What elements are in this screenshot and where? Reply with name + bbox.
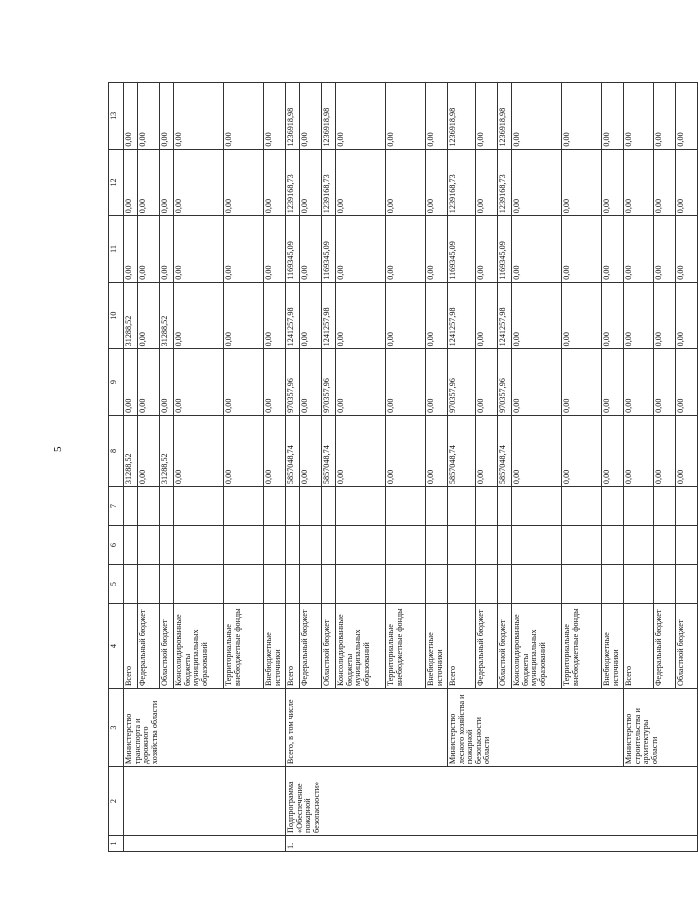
amount-cell: 0,00 bbox=[512, 349, 562, 416]
amount-cell: 0,00 bbox=[562, 83, 602, 150]
column-number: 13 bbox=[109, 83, 124, 150]
amount-cell: 0,00 bbox=[174, 282, 224, 349]
merged-cell-c3: Министерство строительства и архитектуры области bbox=[624, 689, 698, 767]
column-number: 1 bbox=[109, 835, 124, 851]
funding-source: Всего bbox=[124, 604, 138, 689]
empty-cell bbox=[602, 526, 624, 565]
empty-cell bbox=[322, 487, 336, 526]
empty-cell bbox=[448, 565, 476, 604]
rotated-table-wrapper bbox=[108, 82, 685, 852]
amount-cell: 0,00 bbox=[386, 349, 426, 416]
amount-cell: 0,00 bbox=[624, 282, 654, 349]
funding-source: Внебюджетные источники bbox=[426, 604, 448, 689]
budget-table bbox=[108, 82, 698, 852]
column-number: 8 bbox=[109, 415, 124, 486]
empty-cell bbox=[336, 565, 386, 604]
amount-cell: 0,00 bbox=[512, 149, 562, 216]
amount-cell: 5857048,74 bbox=[322, 415, 336, 486]
column-number: 5 bbox=[109, 565, 124, 604]
amount-cell: 0,00 bbox=[602, 282, 624, 349]
amount-cell: 0,00 bbox=[264, 149, 286, 216]
empty-cell bbox=[562, 526, 602, 565]
funding-source: Областной бюджет bbox=[322, 604, 336, 689]
empty-cell bbox=[476, 526, 498, 565]
amount-cell: 0,00 bbox=[654, 149, 676, 216]
amount-cell: 0,00 bbox=[138, 282, 160, 349]
amount-cell: 0,00 bbox=[224, 349, 264, 416]
empty-cell bbox=[138, 526, 160, 565]
column-number-row bbox=[109, 83, 124, 852]
column-number: 10 bbox=[109, 282, 124, 349]
empty-cell bbox=[138, 487, 160, 526]
empty-cell bbox=[386, 526, 426, 565]
amount-cell: 0,00 bbox=[174, 349, 224, 416]
amount-cell: 0,00 bbox=[124, 83, 138, 150]
empty-cell bbox=[498, 565, 512, 604]
amount-cell: 0,00 bbox=[300, 349, 322, 416]
empty-cell bbox=[300, 487, 322, 526]
amount-cell: 0,00 bbox=[300, 216, 322, 283]
empty-cell bbox=[386, 565, 426, 604]
empty-cell bbox=[264, 487, 286, 526]
empty-cell bbox=[476, 565, 498, 604]
amount-cell: 1239168,73 bbox=[322, 149, 336, 216]
amount-cell: 0,00 bbox=[602, 149, 624, 216]
amount-cell: 0,00 bbox=[386, 149, 426, 216]
empty-cell bbox=[160, 526, 174, 565]
amount-cell: 0,00 bbox=[654, 282, 676, 349]
empty-cell bbox=[426, 487, 448, 526]
empty-cell bbox=[512, 565, 562, 604]
amount-cell: 0,00 bbox=[264, 282, 286, 349]
amount-cell: 0,00 bbox=[224, 282, 264, 349]
funding-source: Консолидированные бюджеты муниципальных образований bbox=[174, 604, 224, 689]
amount-cell: 0,00 bbox=[562, 149, 602, 216]
funding-source: Внебюджетные источники bbox=[602, 604, 624, 689]
table-body bbox=[109, 83, 698, 852]
empty-cell bbox=[174, 565, 224, 604]
amount-cell: 0,00 bbox=[562, 282, 602, 349]
amount-cell: 0,00 bbox=[676, 282, 698, 349]
amount-cell: 0,00 bbox=[138, 216, 160, 283]
amount-cell: 0,00 bbox=[654, 216, 676, 283]
amount-cell: 0,00 bbox=[476, 149, 498, 216]
empty-cell bbox=[654, 526, 676, 565]
amount-cell: 0,00 bbox=[300, 282, 322, 349]
amount-cell: 0,00 bbox=[138, 349, 160, 416]
amount-cell: 0,00 bbox=[624, 415, 654, 486]
empty-cell bbox=[448, 526, 476, 565]
amount-cell: 970357,96 bbox=[448, 349, 476, 416]
amount-cell: 0,00 bbox=[676, 216, 698, 283]
empty-cell bbox=[286, 565, 300, 604]
amount-cell: 1239168,73 bbox=[286, 149, 300, 216]
amount-cell: 31288,52 bbox=[160, 415, 174, 486]
empty-cell bbox=[476, 487, 498, 526]
amount-cell: 1169345,09 bbox=[448, 216, 476, 283]
empty-cell bbox=[160, 487, 174, 526]
empty-cell bbox=[426, 565, 448, 604]
funding-source: Федеральный бюджет bbox=[138, 604, 160, 689]
amount-cell: 1169345,09 bbox=[498, 216, 512, 283]
funding-source: Федеральный бюджет bbox=[476, 604, 498, 689]
amount-cell: 0,00 bbox=[426, 83, 448, 150]
empty-cell bbox=[426, 526, 448, 565]
empty-cell bbox=[300, 526, 322, 565]
amount-cell: 0,00 bbox=[426, 216, 448, 283]
column-number: 6 bbox=[109, 526, 124, 565]
empty-cell bbox=[498, 487, 512, 526]
amount-cell: 0,00 bbox=[174, 216, 224, 283]
amount-cell: 1241257,98 bbox=[322, 282, 336, 349]
empty-cell bbox=[498, 526, 512, 565]
amount-cell: 31288,52 bbox=[124, 415, 138, 486]
amount-cell: 5857048,74 bbox=[498, 415, 512, 486]
empty-cell bbox=[512, 526, 562, 565]
amount-cell: 1241257,98 bbox=[498, 282, 512, 349]
empty-cell bbox=[602, 565, 624, 604]
amount-cell: 0,00 bbox=[160, 83, 174, 150]
amount-cell: 0,00 bbox=[264, 415, 286, 486]
funding-source: Консолидированные бюджеты муниципальных образований bbox=[512, 604, 562, 689]
funding-source: Всего bbox=[286, 604, 300, 689]
amount-cell: 0,00 bbox=[160, 149, 174, 216]
empty-cell bbox=[336, 487, 386, 526]
amount-cell: 0,00 bbox=[336, 83, 386, 150]
amount-cell: 0,00 bbox=[300, 149, 322, 216]
empty-cell bbox=[160, 565, 174, 604]
funding-source: Всего bbox=[624, 604, 654, 689]
empty-cell bbox=[654, 487, 676, 526]
empty-cell bbox=[386, 487, 426, 526]
table-row bbox=[448, 83, 476, 852]
empty-cell bbox=[624, 526, 654, 565]
amount-cell: 0,00 bbox=[426, 149, 448, 216]
empty-cell bbox=[676, 487, 698, 526]
column-number: 9 bbox=[109, 349, 124, 416]
amount-cell: 0,00 bbox=[426, 282, 448, 349]
amount-cell: 0,00 bbox=[654, 83, 676, 150]
empty-cell bbox=[124, 565, 138, 604]
funding-source: Федеральный бюджет bbox=[654, 604, 676, 689]
page-number: 5 bbox=[52, 446, 64, 452]
amount-cell: 0,00 bbox=[160, 349, 174, 416]
amount-cell: 0,00 bbox=[336, 216, 386, 283]
amount-cell: 0,00 bbox=[476, 349, 498, 416]
amount-cell: 0,00 bbox=[624, 216, 654, 283]
amount-cell: 0,00 bbox=[512, 282, 562, 349]
amount-cell: 0,00 bbox=[512, 83, 562, 150]
amount-cell: 0,00 bbox=[512, 415, 562, 486]
empty-cell bbox=[676, 565, 698, 604]
amount-cell: 31288,52 bbox=[160, 282, 174, 349]
amount-cell: 0,00 bbox=[476, 83, 498, 150]
amount-cell: 0,00 bbox=[224, 216, 264, 283]
table-row bbox=[124, 83, 138, 852]
amount-cell: 0,00 bbox=[562, 349, 602, 416]
amount-cell: 1169345,09 bbox=[322, 216, 336, 283]
empty-cell bbox=[448, 487, 476, 526]
amount-cell: 0,00 bbox=[336, 282, 386, 349]
merged-cell-c2: Подпрограмма «Обеспечение пожарной безопасности» bbox=[286, 767, 698, 836]
amount-cell: 0,00 bbox=[562, 415, 602, 486]
merged-cell-c3: Всего, в том числе bbox=[286, 689, 448, 767]
amount-cell: 0,00 bbox=[602, 83, 624, 150]
empty-cell bbox=[512, 487, 562, 526]
amount-cell: 0,00 bbox=[124, 349, 138, 416]
amount-cell: 0,00 bbox=[476, 216, 498, 283]
amount-cell: 1239168,73 bbox=[498, 149, 512, 216]
amount-cell: 0,00 bbox=[300, 83, 322, 150]
empty-cell bbox=[224, 565, 264, 604]
empty-cell bbox=[624, 487, 654, 526]
amount-cell: 970357,96 bbox=[286, 349, 300, 416]
empty-cell bbox=[174, 487, 224, 526]
amount-cell: 0,00 bbox=[386, 282, 426, 349]
empty-cell bbox=[174, 526, 224, 565]
amount-cell: 1236918,98 bbox=[322, 83, 336, 150]
amount-cell: 0,00 bbox=[124, 149, 138, 216]
funding-source: Областной бюджет bbox=[676, 604, 698, 689]
amount-cell: 0,00 bbox=[138, 83, 160, 150]
empty-cell bbox=[562, 565, 602, 604]
amount-cell: 0,00 bbox=[138, 149, 160, 216]
funding-source: Территориальные внебюджетные фонды bbox=[562, 604, 602, 689]
amount-cell: 1236918,98 bbox=[448, 83, 476, 150]
amount-cell: 0,00 bbox=[476, 415, 498, 486]
amount-cell: 0,00 bbox=[386, 83, 426, 150]
funding-source: Областной бюджет bbox=[160, 604, 174, 689]
merged-cell-c3: Министерство транспорта и дорожного хозяйства области bbox=[124, 689, 286, 767]
amount-cell: 1241257,98 bbox=[448, 282, 476, 349]
amount-cell: 0,00 bbox=[336, 149, 386, 216]
empty-cell bbox=[286, 487, 300, 526]
merged-cell-c2 bbox=[124, 767, 286, 836]
empty-cell bbox=[624, 565, 654, 604]
amount-cell: 0,00 bbox=[426, 349, 448, 416]
amount-cell: 0,00 bbox=[264, 216, 286, 283]
amount-cell: 0,00 bbox=[624, 149, 654, 216]
amount-cell: 0,00 bbox=[174, 83, 224, 150]
amount-cell: 0,00 bbox=[654, 415, 676, 486]
table-row bbox=[624, 83, 654, 852]
amount-cell: 0,00 bbox=[426, 415, 448, 486]
amount-cell: 0,00 bbox=[562, 216, 602, 283]
column-number: 2 bbox=[109, 767, 124, 836]
funding-source: Федеральный бюджет bbox=[300, 604, 322, 689]
merged-cell-c1: 1. bbox=[286, 835, 698, 851]
amount-cell: 0,00 bbox=[224, 415, 264, 486]
empty-cell bbox=[562, 487, 602, 526]
empty-cell bbox=[124, 526, 138, 565]
amount-cell: 31288,52 bbox=[124, 282, 138, 349]
amount-cell: 0,00 bbox=[676, 83, 698, 150]
empty-cell bbox=[602, 487, 624, 526]
amount-cell: 0,00 bbox=[624, 349, 654, 416]
column-number: 11 bbox=[109, 216, 124, 283]
amount-cell: 0,00 bbox=[676, 149, 698, 216]
amount-cell: 0,00 bbox=[124, 216, 138, 283]
column-number: 7 bbox=[109, 487, 124, 526]
amount-cell: 1169345,09 bbox=[286, 216, 300, 283]
column-number: 3 bbox=[109, 689, 124, 767]
amount-cell: 0,00 bbox=[476, 282, 498, 349]
table-row bbox=[286, 83, 300, 852]
empty-cell bbox=[286, 526, 300, 565]
funding-source: Внебюджетные источники bbox=[264, 604, 286, 689]
funding-source: Территориальные внебюджетные фонды bbox=[224, 604, 264, 689]
empty-cell bbox=[224, 526, 264, 565]
empty-cell bbox=[264, 526, 286, 565]
empty-cell bbox=[300, 565, 322, 604]
empty-cell bbox=[224, 487, 264, 526]
amount-cell: 0,00 bbox=[224, 83, 264, 150]
empty-cell bbox=[322, 526, 336, 565]
column-number: 12 bbox=[109, 149, 124, 216]
amount-cell: 0,00 bbox=[174, 149, 224, 216]
amount-cell: 0,00 bbox=[676, 349, 698, 416]
funding-source: Территориальные внебюджетные фонды bbox=[386, 604, 426, 689]
amount-cell: 0,00 bbox=[386, 216, 426, 283]
amount-cell: 970357,96 bbox=[498, 349, 512, 416]
empty-cell bbox=[138, 565, 160, 604]
column-number: 4 bbox=[109, 604, 124, 689]
amount-cell: 0,00 bbox=[602, 415, 624, 486]
empty-cell bbox=[654, 565, 676, 604]
amount-cell: 0,00 bbox=[264, 83, 286, 150]
empty-cell bbox=[124, 487, 138, 526]
merged-cell-c3: Министерство лесного хозяйства и пожарной безопасности области bbox=[448, 689, 624, 767]
amount-cell: 0,00 bbox=[138, 415, 160, 486]
amount-cell: 970357,96 bbox=[322, 349, 336, 416]
amount-cell: 1236918,98 bbox=[286, 83, 300, 150]
amount-cell: 0,00 bbox=[336, 415, 386, 486]
funding-source: Консолидированные бюджеты муниципальных образований bbox=[336, 604, 386, 689]
empty-cell bbox=[336, 526, 386, 565]
amount-cell: 0,00 bbox=[300, 415, 322, 486]
amount-cell: 0,00 bbox=[624, 83, 654, 150]
amount-cell: 0,00 bbox=[264, 349, 286, 416]
amount-cell: 0,00 bbox=[224, 149, 264, 216]
amount-cell: 0,00 bbox=[336, 349, 386, 416]
amount-cell: 0,00 bbox=[160, 216, 174, 283]
amount-cell: 1236918,98 bbox=[498, 83, 512, 150]
merged-cell-c1 bbox=[124, 835, 286, 851]
empty-cell bbox=[322, 565, 336, 604]
amount-cell: 0,00 bbox=[654, 349, 676, 416]
amount-cell: 5857048,74 bbox=[286, 415, 300, 486]
amount-cell: 1239168,73 bbox=[448, 149, 476, 216]
amount-cell: 0,00 bbox=[386, 415, 426, 486]
funding-source: Областной бюджет bbox=[498, 604, 512, 689]
amount-cell: 1241257,98 bbox=[286, 282, 300, 349]
amount-cell: 5857048,74 bbox=[448, 415, 476, 486]
empty-cell bbox=[264, 565, 286, 604]
empty-cell bbox=[676, 526, 698, 565]
funding-source: Всего bbox=[448, 604, 476, 689]
amount-cell: 0,00 bbox=[512, 216, 562, 283]
amount-cell: 0,00 bbox=[602, 216, 624, 283]
amount-cell: 0,00 bbox=[174, 415, 224, 486]
amount-cell: 0,00 bbox=[602, 349, 624, 416]
amount-cell: 0,00 bbox=[676, 415, 698, 486]
